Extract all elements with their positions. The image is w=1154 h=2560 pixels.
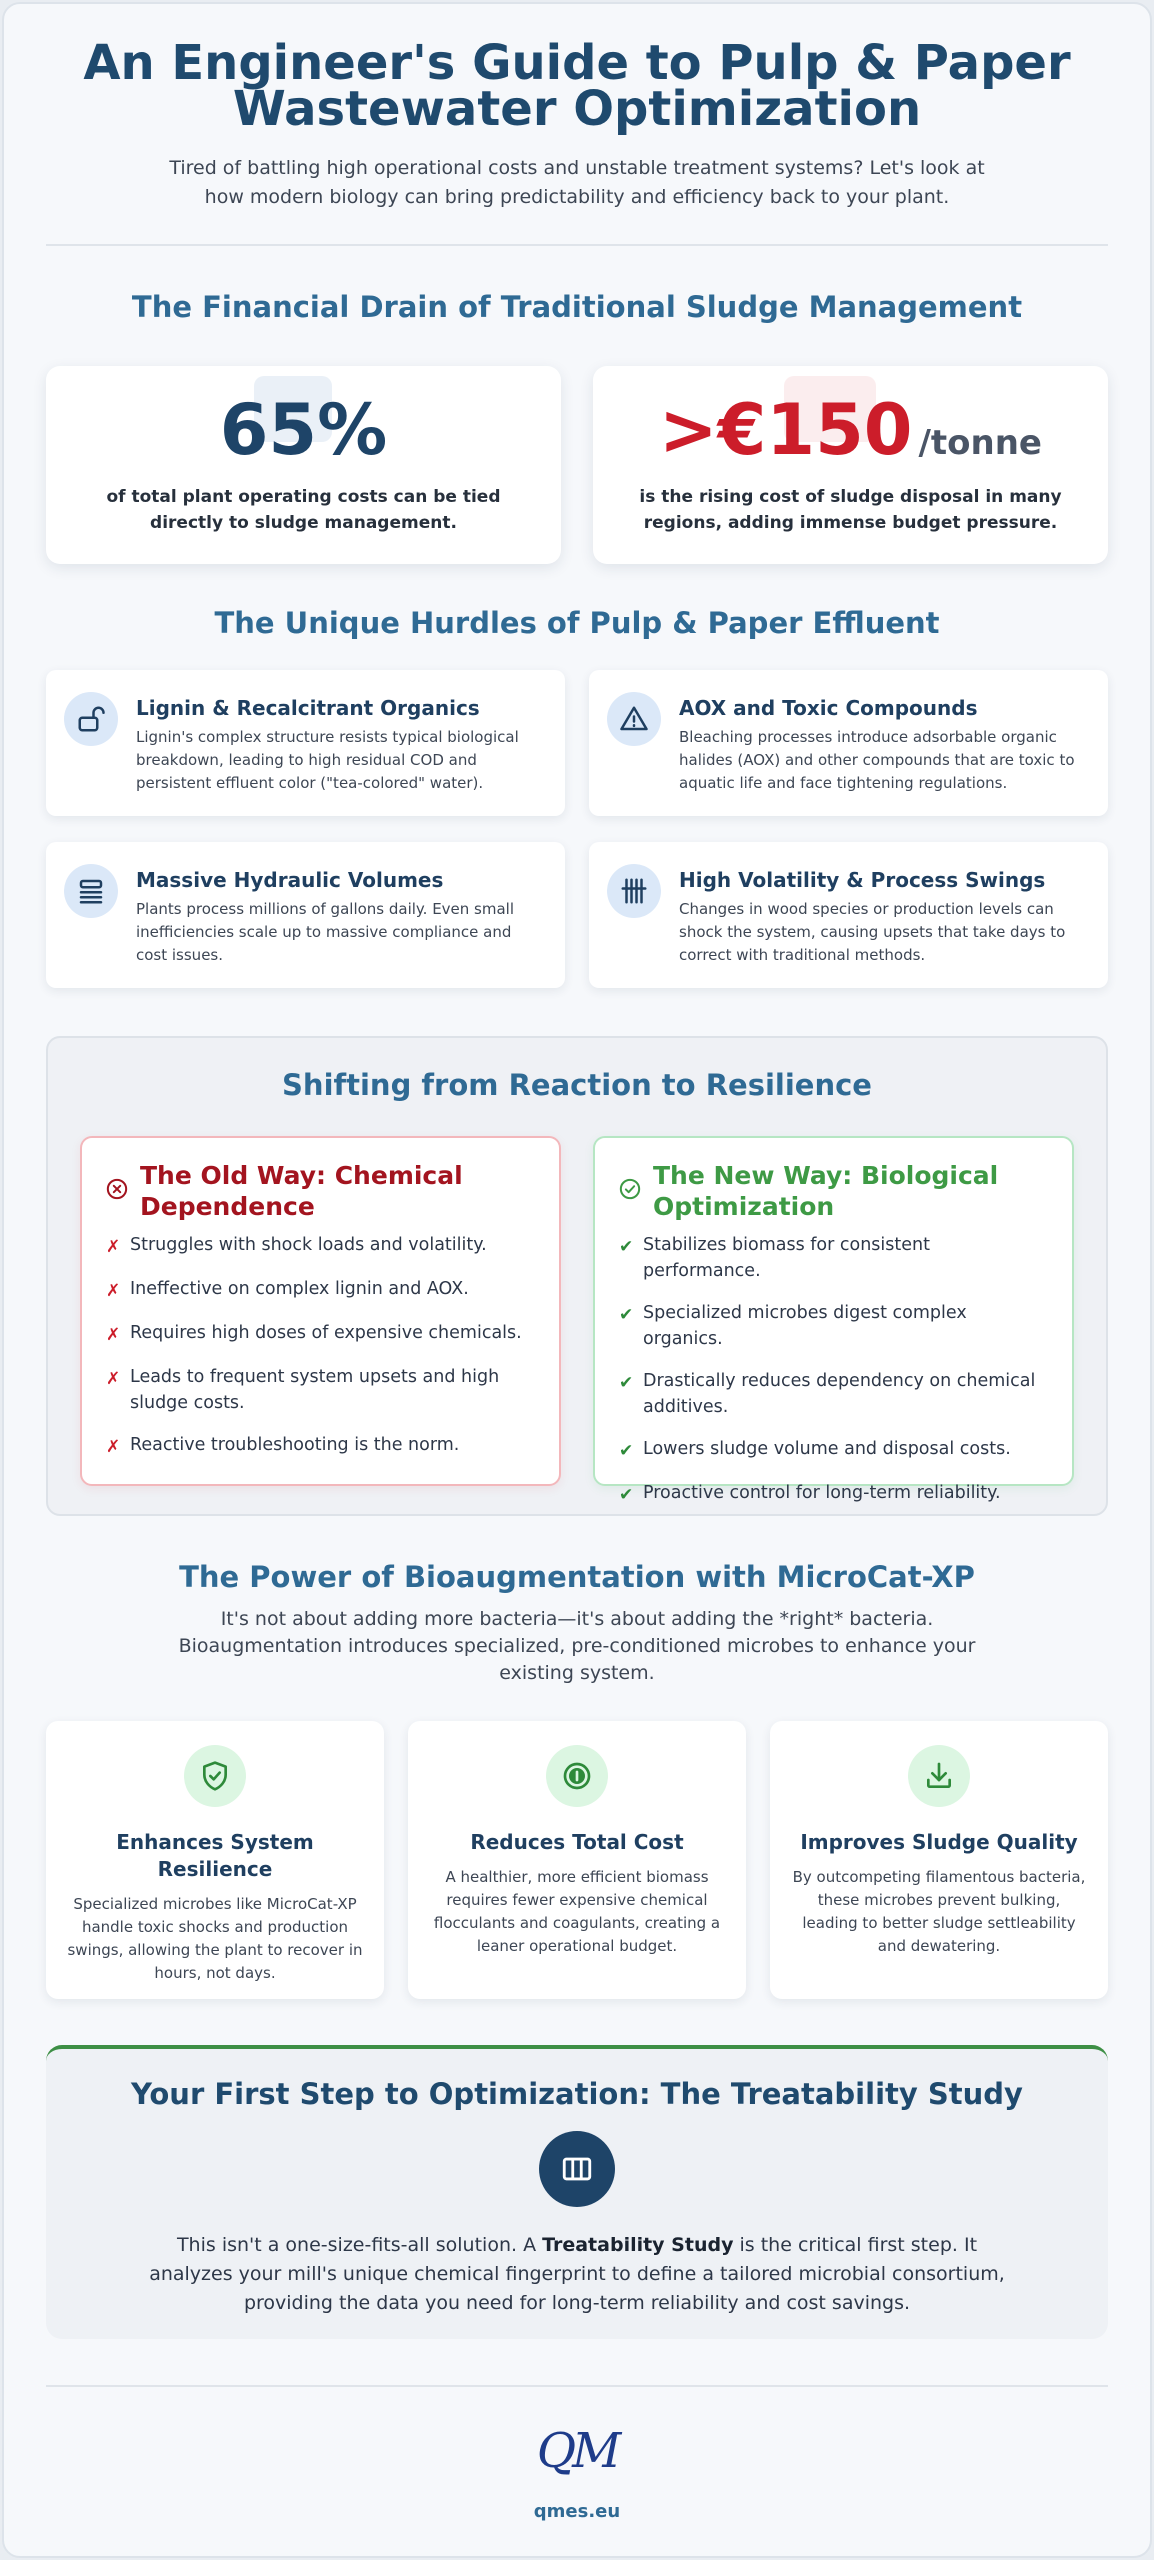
list-item-text: Proactive control for long-term reliability. [643, 1483, 1001, 1503]
hurdle-card-aox [589, 670, 1108, 816]
financial-section-title: The Financial Drain of Traditional Sludge Management [131, 290, 1023, 324]
new-way-list [619, 1232, 1050, 1508]
list-item [619, 1232, 1050, 1284]
list-item-text: Lowers sludge volume and disposal costs. [643, 1439, 1011, 1459]
hurdle-title: AOX and Toxic Compounds [679, 696, 978, 720]
power-subtitle: It's not about adding more bacteria—it's about adding the *right* bacteria. Bioaugmentation introduces specialized, pre-conditioned microbes to enhance your existing system. [178, 1608, 976, 1684]
new-way-card [593, 1136, 1074, 1505]
new-way-title: The New Way: Biological Optimization [653, 1161, 999, 1221]
stat-description: of total plant operating costs can be tied directly to sludge management. [106, 487, 501, 533]
hurdles-section-title: The Unique Hurdles of Pulp & Paper Effluent [214, 606, 940, 640]
website-link[interactable]: qmes.eu [533, 2501, 621, 2522]
benefit-card-resilience [46, 1721, 384, 1999]
divider [46, 2385, 1108, 2387]
hurdle-text: Lignin's complex structure resists typical biological breakdown, leading to high residual COD and persistent effluent color ("tea-colored" water). [136, 728, 519, 792]
list-item-text: Leads to frequent system upsets and high sludge costs. [130, 1367, 500, 1413]
check-circle-icon [619, 1178, 641, 1204]
hurdle-title: Massive Hydraulic Volumes [136, 868, 444, 892]
list-item-text: Struggles with shock loads and volatility. [130, 1235, 487, 1255]
list-item-text: Drastically reduces dependency on chemical additives. [643, 1371, 1036, 1417]
company-logo [46, 2423, 1108, 2479]
stat-value: 65% [219, 389, 388, 471]
cross-icon: ✗ [106, 1437, 121, 1457]
hurdle-card-volatility [589, 842, 1108, 988]
cta-text-part: is the critical first step. It analyzes your mill's unique chemical fingerprint to define a tailored microbial consortium, providing the data you need for long-term reliability and cost savings. [149, 2234, 1005, 2314]
hurdle-text: Changes in wood species or production levels can shock the system, causing upsets that take days to correct with traditional methods. [679, 900, 1066, 964]
list-item [106, 1432, 537, 1460]
footer [46, 2423, 1108, 2522]
list-item [619, 1480, 1050, 1508]
benefits-row [46, 1721, 1108, 1999]
comparison-columns [80, 1136, 1074, 1505]
shift-section [46, 1036, 1108, 1516]
benefit-text: By outcompeting filamentous bacteria, these microbes prevent bulking, leading to better sludge settleability and dewatering. [792, 1868, 1086, 1955]
list-item [106, 1320, 537, 1348]
old-way-card [80, 1136, 561, 1486]
benefit-title: Enhances System Resilience [116, 1830, 314, 1881]
cta-text-part: This isn't a one-size-fits-all solution. A [176, 2234, 543, 2256]
list-item [619, 1300, 1050, 1352]
coin-icon [546, 1745, 608, 1807]
list-item [106, 1276, 537, 1304]
check-icon: ✔ [619, 1373, 634, 1393]
list-item-text: Stabilizes biomass for consistent performance. [643, 1235, 930, 1281]
stat-card-disposal-cost [593, 366, 1108, 564]
check-icon: ✔ [619, 1237, 634, 1257]
columns-icon [539, 2131, 615, 2207]
list-item [106, 1232, 537, 1260]
old-way-header [106, 1160, 537, 1222]
list-item [106, 1364, 537, 1416]
layers-icon [64, 864, 118, 918]
old-way-title: The Old Way: Chemical Dependence [140, 1161, 463, 1221]
benefit-title: Reduces Total Cost [470, 1830, 684, 1854]
divider [46, 244, 1108, 246]
stats-row [46, 366, 1108, 564]
cta-title: Your First Step to Optimization: The Treatability Study [131, 2077, 1023, 2111]
hurdle-card-lignin [46, 670, 565, 816]
hurdle-text: Bleaching processes introduce adsorbable organic halides (AOX) and other compounds that are toxic to aquatic life and face tightening regulations. [679, 728, 1075, 792]
cross-icon: ✗ [106, 1237, 121, 1257]
logo-text: QM [536, 2423, 618, 2479]
old-way-list [106, 1232, 537, 1460]
benefit-card-cost [408, 1721, 746, 1999]
new-way-header [619, 1160, 1050, 1222]
x-circle-icon [106, 1178, 128, 1204]
check-icon: ✔ [619, 1305, 634, 1325]
list-item-text: Requires high doses of expensive chemicals. [130, 1323, 522, 1343]
stat-card-operating-costs [46, 366, 561, 564]
cross-icon: ✗ [106, 1325, 121, 1345]
power-section-title: The Power of Bioaugmentation with MicroCat-XP [179, 1560, 975, 1594]
benefit-card-sludge [770, 1721, 1108, 1999]
list-item-text: Specialized microbes digest complex organics. [643, 1303, 967, 1349]
shift-section-title: Shifting from Reaction to Resilience [282, 1068, 872, 1102]
check-icon: ✔ [619, 1441, 634, 1461]
list-item [619, 1368, 1050, 1420]
stat-unit: /tonne [918, 423, 1042, 463]
intro-text: Tired of battling high operational costs and unstable treatment systems? Let's look at how modern biology can bring predictability and efficiency back to your plant. [169, 157, 985, 208]
infographic-page [2, 2, 1152, 2558]
benefit-text: A healthier, more efficient biomass requires fewer expensive chemical flocculants and coagulants, creating a leaner operational budget. [433, 1868, 721, 1955]
hurdle-title: Lignin & Recalcitrant Organics [136, 696, 480, 720]
cross-icon: ✗ [106, 1281, 121, 1301]
treatability-study-section [46, 2045, 1108, 2339]
list-item-text: Ineffective on complex lignin and AOX. [130, 1279, 469, 1299]
hurdles-grid [46, 670, 1108, 988]
list-item [619, 1436, 1050, 1464]
page-title: An Engineer's Guide to Pulp & Paper Wastewater Optimization [83, 35, 1071, 137]
benefit-title: Improves Sludge Quality [800, 1830, 1078, 1854]
shield-check-icon [184, 1745, 246, 1807]
hurdle-card-hydraulic [46, 842, 565, 988]
cross-icon: ✗ [106, 1369, 121, 1389]
download-icon [908, 1745, 970, 1807]
hurdle-title: High Volatility & Process Swings [679, 868, 1046, 892]
unlock-icon [64, 692, 118, 746]
cta-text-bold: Treatability Study [542, 2234, 734, 2256]
warning-icon [607, 692, 661, 746]
tally-icon [607, 864, 661, 918]
stat-value: >€150 [659, 389, 913, 471]
hurdle-text: Plants process millions of gallons daily. Even small inefficiencies scale up to massive compliance and cost issues. [136, 900, 515, 964]
stat-description: is the rising cost of sludge disposal in many regions, adding immense budget pressure. [639, 487, 1062, 533]
check-icon: ✔ [619, 1485, 634, 1505]
cta-text [147, 2231, 1007, 2318]
benefit-text: Specialized microbes like MicroCat-XP handle toxic shocks and production swings, allowing the plant to recover in hours, not days. [67, 1895, 363, 1982]
list-item-text: Reactive troubleshooting is the norm. [130, 1435, 460, 1455]
